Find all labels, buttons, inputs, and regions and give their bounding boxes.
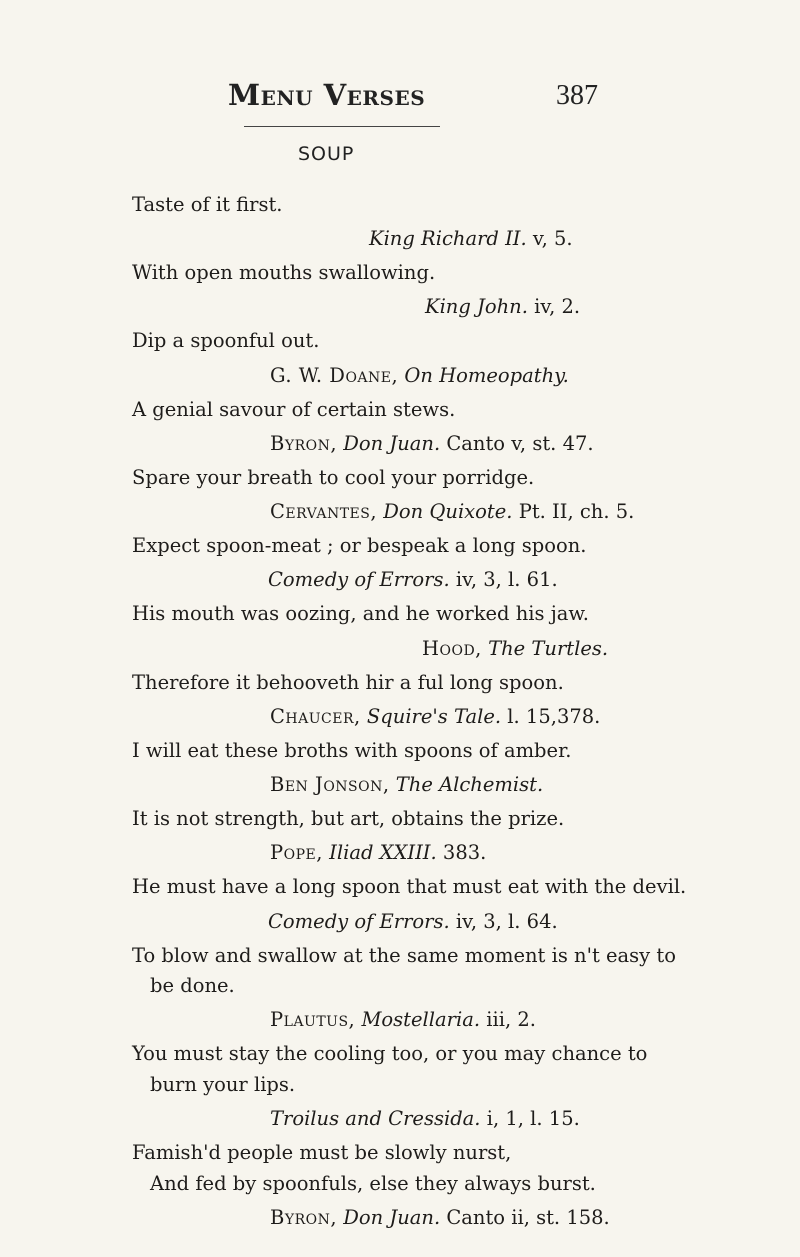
quote-line: His mouth was oozing, and he worked his jaw.	[132, 602, 589, 626]
quote-line: With open mouths swallowing.	[132, 261, 436, 285]
author-name: Chaucer,	[270, 704, 361, 728]
author-name: Pope,	[270, 841, 323, 865]
attribution	[270, 500, 634, 523]
reference: l. 15,378.	[507, 704, 601, 728]
work-title: King Richard II.	[369, 227, 527, 251]
running-title: Menu Verses	[228, 78, 426, 112]
work-title: The Turtles.	[488, 636, 609, 660]
attribution	[369, 227, 573, 250]
work-title: The Alchemist.	[395, 773, 544, 797]
header-rule	[244, 126, 440, 127]
attribution	[270, 1107, 580, 1130]
attribution	[270, 1008, 536, 1031]
attribution	[270, 432, 594, 455]
quote-line: Famish'd people must be slowly nurst,	[132, 1141, 512, 1165]
work-title: Don Juan.	[343, 1205, 441, 1229]
attribution	[270, 773, 543, 796]
attribution	[425, 295, 580, 318]
work-title: Iliad XXIII.	[329, 841, 437, 865]
work-title: Troilus and Cressida.	[270, 1107, 481, 1131]
reference: iv, 3, l. 64.	[455, 909, 558, 933]
attribution	[268, 910, 558, 933]
author-name: Byron,	[270, 1205, 338, 1229]
work-title: On Homeopathy.	[404, 363, 569, 387]
reference: Pt. II, ch. 5.	[518, 500, 635, 524]
reference: i, 1, l. 15.	[486, 1107, 580, 1131]
quote-line: Expect spoon-meat ; or bespeak a long spoon.	[132, 534, 587, 558]
quote-line: It is not strength, but art, obtains the prize.	[132, 807, 565, 831]
work-title: Don Juan.	[343, 431, 441, 455]
work-title: Comedy of Errors.	[268, 909, 450, 933]
page-number: 387	[556, 80, 598, 111]
quote-line: Taste of it first.	[132, 193, 283, 216]
attribution	[270, 364, 569, 387]
attribution	[422, 637, 608, 660]
running-head	[0, 78, 800, 122]
attribution	[270, 1206, 610, 1229]
attribution	[270, 841, 486, 864]
quote-line: Dip a spoonful out.	[132, 329, 320, 353]
quote-line: Therefore it behooveth hir a ful long spoon.	[132, 670, 564, 694]
reference: iv, 2.	[534, 295, 581, 319]
work-title: Squire's Tale.	[366, 704, 502, 728]
quote-line: be done.	[150, 974, 235, 998]
work-title: Comedy of Errors.	[268, 568, 450, 592]
quote-line: A genial savour of certain stews.	[132, 397, 456, 421]
quote-line: I will eat these broths with spoons of amber.	[132, 738, 572, 762]
author-name: Hood,	[422, 636, 482, 660]
attribution	[268, 568, 558, 591]
attribution	[270, 705, 600, 728]
reference: iii, 2.	[486, 1008, 536, 1032]
reference: iv, 3, l. 61.	[455, 568, 558, 592]
work-title: Mostellaria.	[361, 1008, 481, 1032]
author-name: Byron,	[270, 431, 338, 455]
author-name: G. W. Doane,	[270, 363, 399, 387]
reference: v, 5.	[532, 227, 573, 251]
quote-line: And fed by spoonfuls, else they always burst.	[150, 1171, 596, 1195]
work-title: King John.	[425, 295, 528, 319]
reference: Canto ii, st. 158.	[446, 1205, 610, 1229]
quote-line: He must have a long spoon that must eat with the devil.	[132, 875, 687, 899]
reference: Canto v, st. 47.	[446, 431, 594, 455]
author-name: Plautus,	[270, 1008, 356, 1032]
quote-line: You must stay the cooling too, or you may chance to	[132, 1042, 648, 1066]
quote-line: burn your lips.	[150, 1072, 296, 1096]
quote-line: Spare your breath to cool your porridge.	[132, 465, 535, 489]
work-title: Don Quixote.	[383, 500, 513, 524]
reference: 383.	[442, 841, 487, 865]
author-name: Cervantes,	[270, 500, 378, 524]
quote-line: To blow and swallow at the same moment is n't easy to	[132, 943, 676, 967]
author-name: Ben Jonson,	[270, 773, 390, 797]
section-title: SOUP	[298, 143, 355, 165]
